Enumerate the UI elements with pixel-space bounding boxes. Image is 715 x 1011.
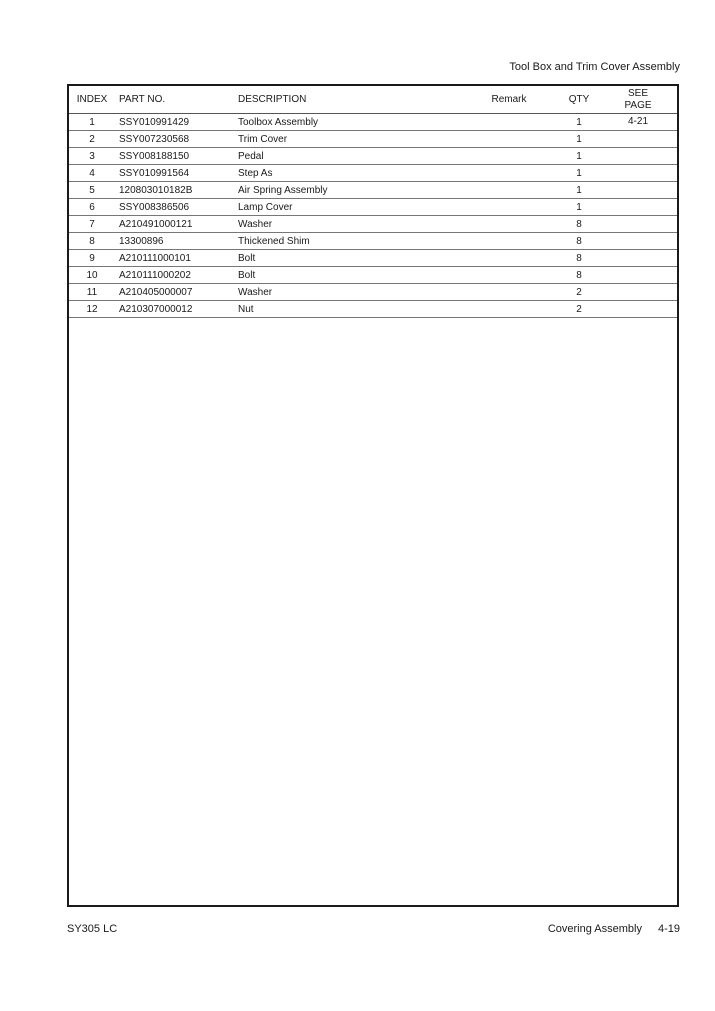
cell-remark	[459, 131, 559, 148]
cell-see-page	[599, 182, 677, 199]
cell-description: Nut	[238, 301, 459, 318]
cell-qty: 8	[559, 267, 599, 284]
cell-remark	[459, 216, 559, 233]
table-row	[69, 233, 677, 250]
cell-qty: 1	[559, 199, 599, 216]
cell-part-no: A210307000012	[115, 301, 238, 318]
section-title: Tool Box and Trim Cover Assembly	[509, 61, 680, 73]
cell-part-no: 13300896	[115, 233, 238, 250]
cell-part-no: A210111000202	[115, 267, 238, 284]
cell-remark	[459, 165, 559, 182]
cell-qty: 1	[559, 148, 599, 165]
cell-qty: 8	[559, 233, 599, 250]
cell-remark	[459, 182, 559, 199]
cell-see-page	[599, 148, 677, 165]
table-row	[69, 131, 677, 148]
cell-description: Air Spring Assembly	[238, 182, 459, 199]
cell-index: 7	[69, 216, 115, 233]
cell-see-page	[599, 284, 677, 301]
cell-see-page	[599, 233, 677, 250]
cell-see-page	[599, 250, 677, 267]
cell-see-page	[599, 131, 677, 148]
cell-description: Trim Cover	[238, 131, 459, 148]
table-row	[69, 284, 677, 301]
cell-remark	[459, 199, 559, 216]
table-row	[69, 182, 677, 199]
cell-index: 12	[69, 301, 115, 318]
table-row	[69, 216, 677, 233]
table-row	[69, 301, 677, 318]
cell-remark	[459, 114, 559, 131]
cell-description: Step As	[238, 165, 459, 182]
cell-qty: 8	[559, 216, 599, 233]
cell-qty: 1	[559, 131, 599, 148]
cell-remark	[459, 233, 559, 250]
cell-remark	[459, 284, 559, 301]
cell-qty: 1	[559, 165, 599, 182]
cell-description: Toolbox Assembly	[238, 114, 459, 131]
cell-part-no: 120803010182B	[115, 182, 238, 199]
cell-part-no: SSY010991429	[115, 114, 238, 131]
cell-qty: 8	[559, 250, 599, 267]
cell-part-no: SSY007230568	[115, 131, 238, 148]
cell-remark	[459, 250, 559, 267]
footer-chapter-page	[548, 923, 680, 935]
cell-see-page	[599, 301, 677, 318]
cell-see-page	[599, 267, 677, 284]
cell-index: 6	[69, 199, 115, 216]
cell-index: 11	[69, 284, 115, 301]
parts-list-frame	[67, 84, 679, 907]
cell-index: 10	[69, 267, 115, 284]
cell-see-page	[599, 216, 677, 233]
cell-see-page	[599, 165, 677, 182]
cell-index: 9	[69, 250, 115, 267]
table-body	[69, 114, 677, 318]
footer-chapter: Covering Assembly	[547, 923, 642, 935]
footer-model: SY305 LC	[67, 923, 118, 935]
cell-remark	[459, 301, 559, 318]
table-row	[69, 267, 677, 284]
cell-description: Bolt	[238, 250, 459, 267]
parts-table	[69, 86, 677, 318]
see-page-line1: SEE	[627, 87, 648, 99]
footer-page-number: 4-19	[657, 923, 680, 935]
cell-description: Pedal	[238, 148, 459, 165]
cell-remark	[459, 148, 559, 165]
cell-qty: 1	[559, 182, 599, 199]
cell-part-no: SSY008188150	[115, 148, 238, 165]
table-row	[69, 148, 677, 165]
table-row	[69, 250, 677, 267]
table-row	[69, 199, 677, 216]
column-header-remark: Remark	[459, 86, 559, 114]
column-header-see-page	[599, 86, 677, 114]
column-header-part-no: PART NO.	[115, 86, 238, 114]
table-header-row	[69, 86, 677, 114]
cell-index: 8	[69, 233, 115, 250]
cell-part-no: A210111000101	[115, 250, 238, 267]
cell-remark	[459, 267, 559, 284]
cell-part-no: A210405000007	[115, 284, 238, 301]
cell-qty: 2	[559, 301, 599, 318]
cell-description: Washer	[238, 216, 459, 233]
cell-description: Thickened Shim	[238, 233, 459, 250]
see-page-line2: PAGE	[624, 99, 652, 111]
column-header-qty: QTY	[559, 86, 599, 114]
cell-part-no: SSY010991564	[115, 165, 238, 182]
cell-qty: 2	[559, 284, 599, 301]
cell-index: 2	[69, 131, 115, 148]
cell-index: 3	[69, 148, 115, 165]
cell-description: Washer	[238, 284, 459, 301]
cell-index: 5	[69, 182, 115, 199]
cell-see-page	[599, 199, 677, 216]
column-header-index: INDEX	[69, 86, 115, 114]
cell-description: Lamp Cover	[238, 199, 459, 216]
cell-part-no: A210491000121	[115, 216, 238, 233]
table-row	[69, 114, 677, 131]
cell-qty: 1	[559, 114, 599, 131]
cell-part-no: SSY008386506	[115, 199, 238, 216]
cell-index: 1	[69, 114, 115, 131]
cell-index: 4	[69, 165, 115, 182]
column-header-description: DESCRIPTION	[238, 86, 459, 114]
cell-see-page: 4-21	[599, 114, 677, 131]
table-row	[69, 165, 677, 182]
cell-description: Bolt	[238, 267, 459, 284]
